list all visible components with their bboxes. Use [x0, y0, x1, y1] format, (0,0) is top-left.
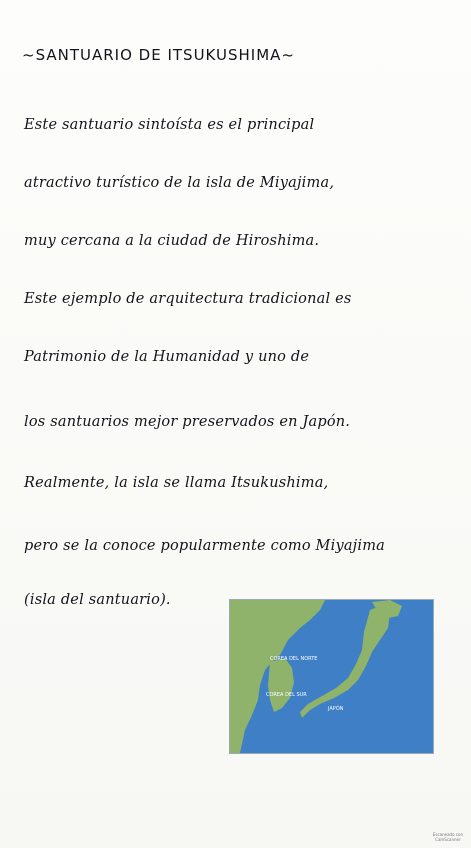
watermark-line-1: Escaneado con [432, 832, 463, 837]
text-line-8: pero se la conoce popularmente como Miyajima [24, 538, 386, 554]
text-line-6: los santuarios mejor preservados en Japón. [24, 414, 351, 430]
text-line-4: Este ejemplo de arquitectura tradicional es [24, 291, 352, 307]
scanner-watermark [433, 832, 463, 842]
japan-map-graphic [230, 600, 433, 753]
text-line-9: (isla del santuario). [24, 592, 171, 608]
map-label-south-korea: COREA DEL SUR [266, 692, 307, 698]
map-label-north-korea: COREA DEL NORTE [270, 656, 318, 662]
map-label-japan: JAPÓN [328, 706, 344, 712]
text-line-3: muy cercana a la ciudad de Hiroshima. [24, 233, 320, 249]
text-line-5: Patrimonio de la Humanidad y uno de [24, 349, 310, 365]
text-line-2: atractivo turístico de la isla de Miyajima, [24, 175, 335, 191]
page-title: ~SANTUARIO DE ITSUKUSHIMA~ [22, 46, 295, 64]
map-image [229, 599, 434, 754]
text-line-7: Realmente, la isla se llama Itsukushima, [24, 475, 329, 491]
watermark-line-2: CamScanner [435, 837, 461, 842]
text-line-1: Este santuario sintoísta es el principal [24, 117, 315, 133]
